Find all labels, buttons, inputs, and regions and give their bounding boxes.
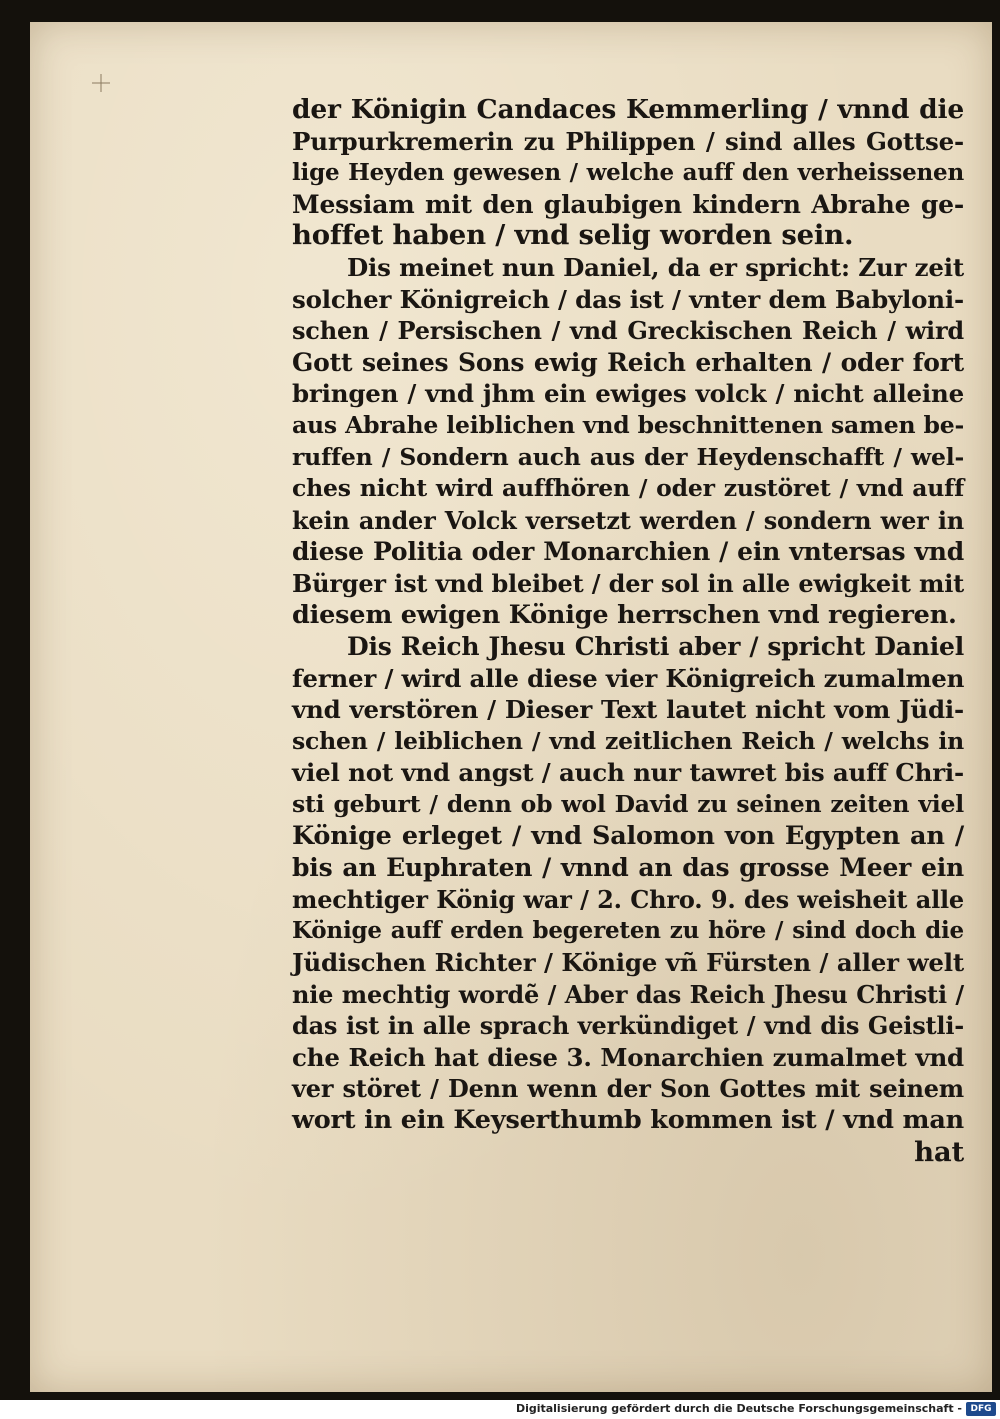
text-line: vnd verstören / Dieser Text lautet nicht vom Jüdi- xyxy=(292,695,964,725)
text-line: viel not vnd angst / auch nur tawret bis auff Chri- xyxy=(292,758,964,788)
text-line: ches nicht wird auffhören / oder zustöret / vnd auff xyxy=(292,474,964,503)
text-line: Könige erleget / vnd Salomon von Egypten an / xyxy=(292,820,964,851)
text-line: Messiam mit den glaubigen kindern Abrahe ge- xyxy=(292,189,964,219)
text-line: der Königin Candaces Kemmerling / vnnd die xyxy=(292,94,964,125)
text-line: ferner / wird alle diese vier Königreich zumalmen xyxy=(292,663,965,693)
crop-mark-icon xyxy=(92,74,110,92)
text-line: Könige auff erden begereten zu höre / sind doch die xyxy=(292,917,964,945)
text-line: diesem ewigen Könige herrschen vnd regieren. xyxy=(292,599,957,630)
text-line: bis an Euphraten / vnnd an das grosse Meer ein xyxy=(292,853,964,883)
text-line: Jüdischen Richter / Könige vñ Fürsten / aller welt xyxy=(292,948,964,978)
text-line: ver störet / Denn wenn der Son Gottes mit seinem xyxy=(292,1074,964,1104)
text-line: bringen / vnd jhm ein ewiges volck / nicht alleine xyxy=(292,379,964,409)
text-line: wort in ein Keyserthumb kommen ist / vnd man xyxy=(292,1105,964,1135)
funding-credit: Digitalisierung gefördert durch die Deutsche Forschungsgemeinschaft - xyxy=(515,1402,962,1415)
dfg-logo: DFG xyxy=(966,1402,996,1416)
text-line: solcher Königreich / das ist / vnter dem Babyloni- xyxy=(292,284,964,314)
text-line: nie mechtig wordẽ / Aber das Reich Jhesu Christi / xyxy=(292,979,964,1009)
text-line: hoffet haben / vnd selig worden sein. xyxy=(292,219,854,252)
text-line: mechtiger König war / 2. Chro. 9. des weisheit alle xyxy=(292,884,964,914)
text-line: Bürger ist vnd bleibet / der sol in alle ewigkeit mit xyxy=(292,568,964,598)
text-line: Purpurkremerin zu Philippen / sind alles Gottse- xyxy=(292,126,964,156)
catchword: hat xyxy=(914,1135,964,1168)
text-line: schen / leiblichen / vnd zeitlichen Reich / welchs in xyxy=(292,726,964,755)
text-line: das ist in alle sprach verkündiget / vnd dis Geistli- xyxy=(292,1011,964,1041)
text-line: kein ander Volck versetzt werden / sondern wer in xyxy=(292,505,964,535)
text-line: che Reich hat diese 3. Monarchien zumalmet vnd xyxy=(292,1042,964,1072)
text-line: lige Heyden gewesen / welche auff den verheissenen xyxy=(292,159,964,187)
paragraph-start-line: Dis meinet nun Daniel, da er spricht: Zur zeit xyxy=(347,252,964,282)
page-text-block xyxy=(292,94,964,1168)
text-line: aus Abrahe leiblichen vnd beschnittenen samen be- xyxy=(292,410,964,439)
text-line: diese Politia oder Monarchien / ein vntersas vnd xyxy=(292,537,964,567)
text-line: sti geburt / denn ob wol David zu seinen zeiten viel xyxy=(292,790,964,819)
paragraph-start-line: Dis Reich Jhesu Christi aber / spricht Daniel xyxy=(347,632,964,662)
text-line: ruffen / Sondern auch aus der Heydenschafft / wel- xyxy=(292,442,964,471)
text-line: schen / Persischen / vnd Greckischen Reich / wird xyxy=(292,316,964,346)
text-line: Gott seines Sons ewig Reich erhalten / oder fort xyxy=(292,347,964,377)
